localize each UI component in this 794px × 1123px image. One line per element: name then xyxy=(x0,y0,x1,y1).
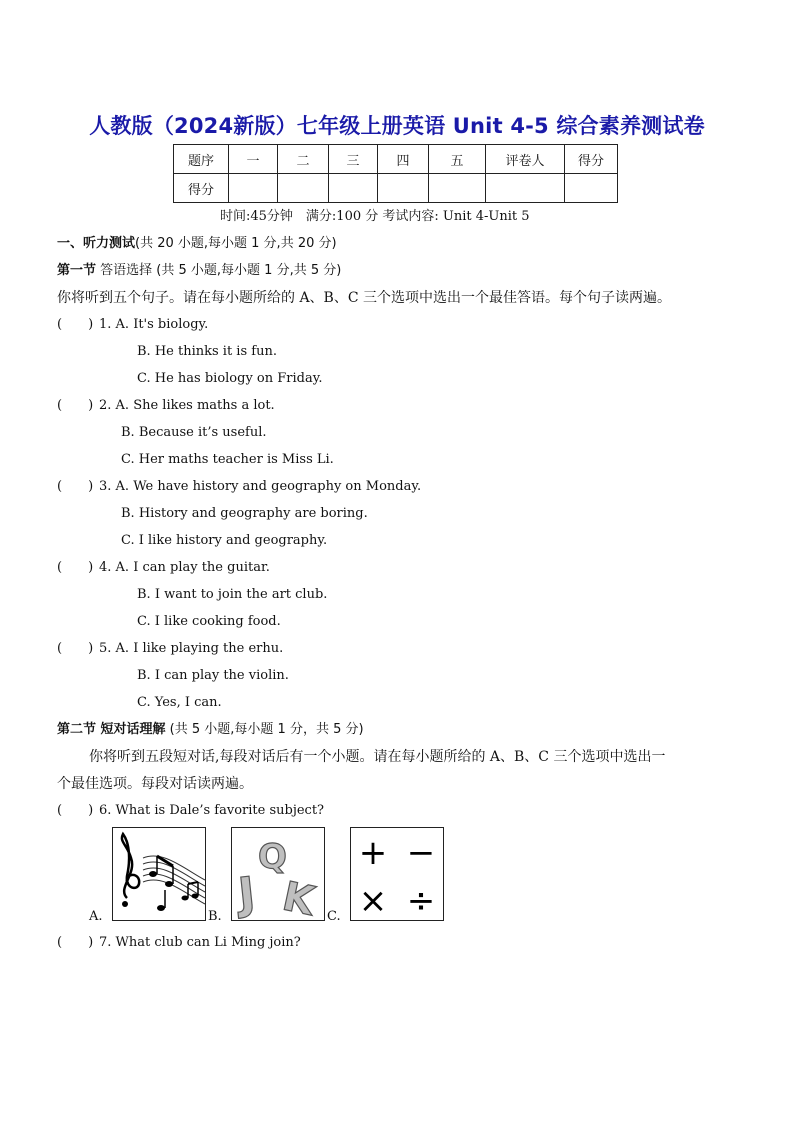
question-5 xyxy=(57,640,283,658)
section2-instruction-line2: 个最佳选项。每段对话读两遍。 xyxy=(57,776,253,792)
question-7 xyxy=(57,934,301,952)
option-b: B. Because it’s useful. xyxy=(121,425,267,440)
option-c: C. Her maths teacher is Miss Li. xyxy=(121,452,334,467)
picture-a-music[interactable] xyxy=(112,827,206,921)
letter-j: J xyxy=(235,867,258,920)
score-table-score-row xyxy=(174,174,618,203)
section1-heading-detail: (共 5 小题,每小题 1 分,共 5 分) xyxy=(152,263,342,278)
picture-c-label: C. xyxy=(327,909,341,924)
score-cell[interactable] xyxy=(429,174,486,203)
answer-blank[interactable]: ( ) xyxy=(57,803,94,818)
section1-instruction: 你将听到五个句子。请在每小题所给的 A、B、C 三个选项中选出一个最佳答语。每个句子读两遍。 xyxy=(57,290,672,306)
part1-heading xyxy=(57,235,337,253)
part1-heading-label: 一、听力测试 xyxy=(57,236,136,251)
exam-title: 人教版（2024新版）七年级上册英语 Unit 4-5 综合素养测试卷 xyxy=(89,114,705,138)
section2-heading-name: 短对话理解 xyxy=(96,722,166,737)
answer-blank[interactable]: ( ) xyxy=(57,560,94,575)
question-stem: 6. What is Dale’s favorite subject? xyxy=(99,803,325,818)
score-cell[interactable] xyxy=(486,174,565,203)
option-c: C. I like history and geography. xyxy=(121,533,328,548)
option-c: C. I like cooking food. xyxy=(137,614,281,629)
letters-jqk-icon xyxy=(232,828,324,920)
option-c: C. Yes, I can. xyxy=(137,695,222,710)
part1-heading-detail: (共 20 小题,每小题 1 分,共 20 分) xyxy=(135,236,337,251)
section1-heading xyxy=(57,262,341,280)
question-stem: 3. A. We have history and geography on Monday. xyxy=(99,479,422,494)
answer-blank[interactable]: ( ) xyxy=(57,641,94,656)
question-3 xyxy=(57,478,421,496)
option-b: B. I can play the violin. xyxy=(137,668,289,683)
question-stem: 5. A. I like playing the erhu. xyxy=(99,641,284,656)
option-c: C. He has biology on Friday. xyxy=(137,371,323,386)
score-cell[interactable] xyxy=(565,174,618,203)
section1-heading-name: 答语选择 xyxy=(96,263,153,278)
score-row-label: 得分 xyxy=(174,174,229,203)
answer-blank[interactable]: ( ) xyxy=(57,317,94,332)
section2-heading-label: 第二节 xyxy=(57,722,97,737)
score-header-cell: 二 xyxy=(278,145,329,174)
question-2 xyxy=(57,397,275,415)
picture-b-letters[interactable] xyxy=(231,827,325,921)
score-header-cell: 题序 xyxy=(174,145,229,174)
minus-icon: − xyxy=(406,833,436,873)
score-header-cell: 一 xyxy=(229,145,278,174)
section2-heading-detail: (共 5 小题,每小题 1 分，共 5 分) xyxy=(165,722,364,737)
option-b: B. He thinks it is fun. xyxy=(137,344,277,359)
answer-blank[interactable]: ( ) xyxy=(57,935,94,950)
picture-b-label: B. xyxy=(208,909,222,924)
section1-heading-label: 第一节 xyxy=(57,263,97,278)
picture-c-math[interactable] xyxy=(350,827,444,921)
score-header-cell: 五 xyxy=(429,145,486,174)
option-b: B. History and geography are boring. xyxy=(121,506,368,521)
score-header-cell: 四 xyxy=(378,145,429,174)
plus-icon: + xyxy=(358,833,388,873)
score-cell[interactable] xyxy=(278,174,329,203)
score-table-header-row xyxy=(174,145,618,174)
score-table xyxy=(173,144,618,203)
times-icon: × xyxy=(358,881,388,920)
question-6 xyxy=(57,802,324,820)
option-b: B. I want to join the art club. xyxy=(137,587,328,602)
music-notes-icon xyxy=(113,828,205,920)
answer-blank[interactable]: ( ) xyxy=(57,479,94,494)
score-cell[interactable] xyxy=(329,174,378,203)
score-header-cell: 得分 xyxy=(565,145,618,174)
exam-info: 时间:45分钟 满分:100 分 考试内容: Unit 4-Unit 5 xyxy=(220,209,530,224)
letter-q: Q xyxy=(258,837,287,877)
question-stem: 4. A. I can play the guitar. xyxy=(99,560,270,575)
score-header-cell: 评卷人 xyxy=(486,145,565,174)
section2-instruction-line1: 你将听到五段短对话,每段对话后有一个小题。请在每小题所给的 A、B、C 三个选项中选出一 xyxy=(89,749,666,765)
question-1 xyxy=(57,316,208,334)
question-4 xyxy=(57,559,270,577)
section2-heading xyxy=(57,721,364,739)
divide-icon: ÷ xyxy=(406,881,436,920)
score-header-cell: 三 xyxy=(329,145,378,174)
answer-blank[interactable]: ( ) xyxy=(57,398,94,413)
letter-k: K xyxy=(278,873,319,920)
question-stem: 7. What club can Li Ming join? xyxy=(99,935,301,950)
score-cell[interactable] xyxy=(229,174,278,203)
score-cell[interactable] xyxy=(378,174,429,203)
picture-a-label: A. xyxy=(89,909,103,924)
math-symbols-icon xyxy=(351,828,443,920)
question-stem: 1. A. It's biology. xyxy=(99,317,209,332)
question-stem: 2. A. She likes maths a lot. xyxy=(99,398,275,413)
